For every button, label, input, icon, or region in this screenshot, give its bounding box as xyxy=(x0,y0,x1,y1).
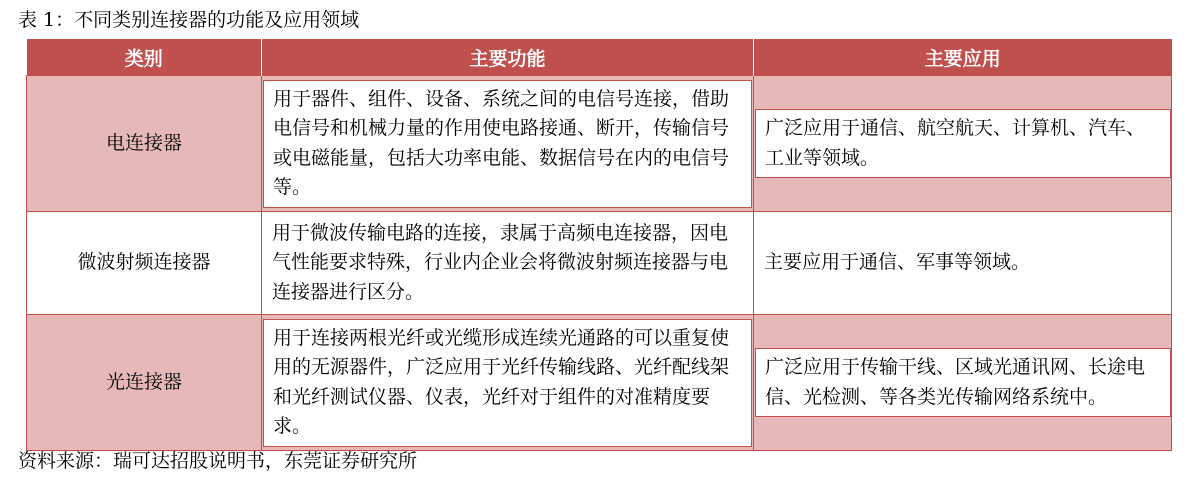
table-row xyxy=(27,76,1172,212)
table-row xyxy=(27,212,1172,315)
row-category: 光连接器 xyxy=(27,315,262,451)
row-function-text: 用于器件、组件、设备、系统之间的电信号连接，借助电信号和机械力量的作用使电路接通、断开，传输信号或电磁能量，包括大功率电能、数据信号在内的电信号等。 xyxy=(263,80,752,208)
row-application: 主要应用于通信、军事等领域。 xyxy=(754,212,1172,315)
table-header-row xyxy=(27,39,1172,76)
row-function-text: 用于连接两根光纤或光缆形成连续光通路的可以重复使用的无源器件，广泛应用于光纤传输线路、光纤配线架和光纤测试仪器、仪表，光纤对于组件的对准精度要求。 xyxy=(263,319,752,447)
header-function: 主要功能 xyxy=(262,39,754,76)
header-application: 主要应用 xyxy=(754,39,1172,76)
row-function xyxy=(262,315,754,451)
row-application xyxy=(754,315,1172,451)
header-category: 类别 xyxy=(27,39,262,76)
connector-table-container xyxy=(26,39,1171,451)
row-category: 电连接器 xyxy=(27,76,262,212)
connector-table xyxy=(26,39,1172,451)
row-application xyxy=(754,76,1172,212)
row-category: 微波射频连接器 xyxy=(27,212,262,315)
row-application-text: 广泛应用于传输干线、区域光通讯网、长途电信、光检测、等各类光传输网络系统中。 xyxy=(755,348,1171,417)
row-function: 用于微波传输电路的连接，隶属于高频电连接器，因电气性能要求特殊，行业内企业会将微波射频连接器与电连接器进行区分。 xyxy=(262,212,754,315)
source-note: 资料来源：瑞可达招股说明书，东莞证券研究所 xyxy=(18,450,418,472)
row-function xyxy=(262,76,754,212)
table-caption: 表 1：不同类别连接器的功能及应用领域 xyxy=(18,9,360,31)
table-row xyxy=(27,315,1172,451)
row-application-text: 广泛应用于通信、航空航天、计算机、汽车、工业等领域。 xyxy=(755,109,1171,178)
